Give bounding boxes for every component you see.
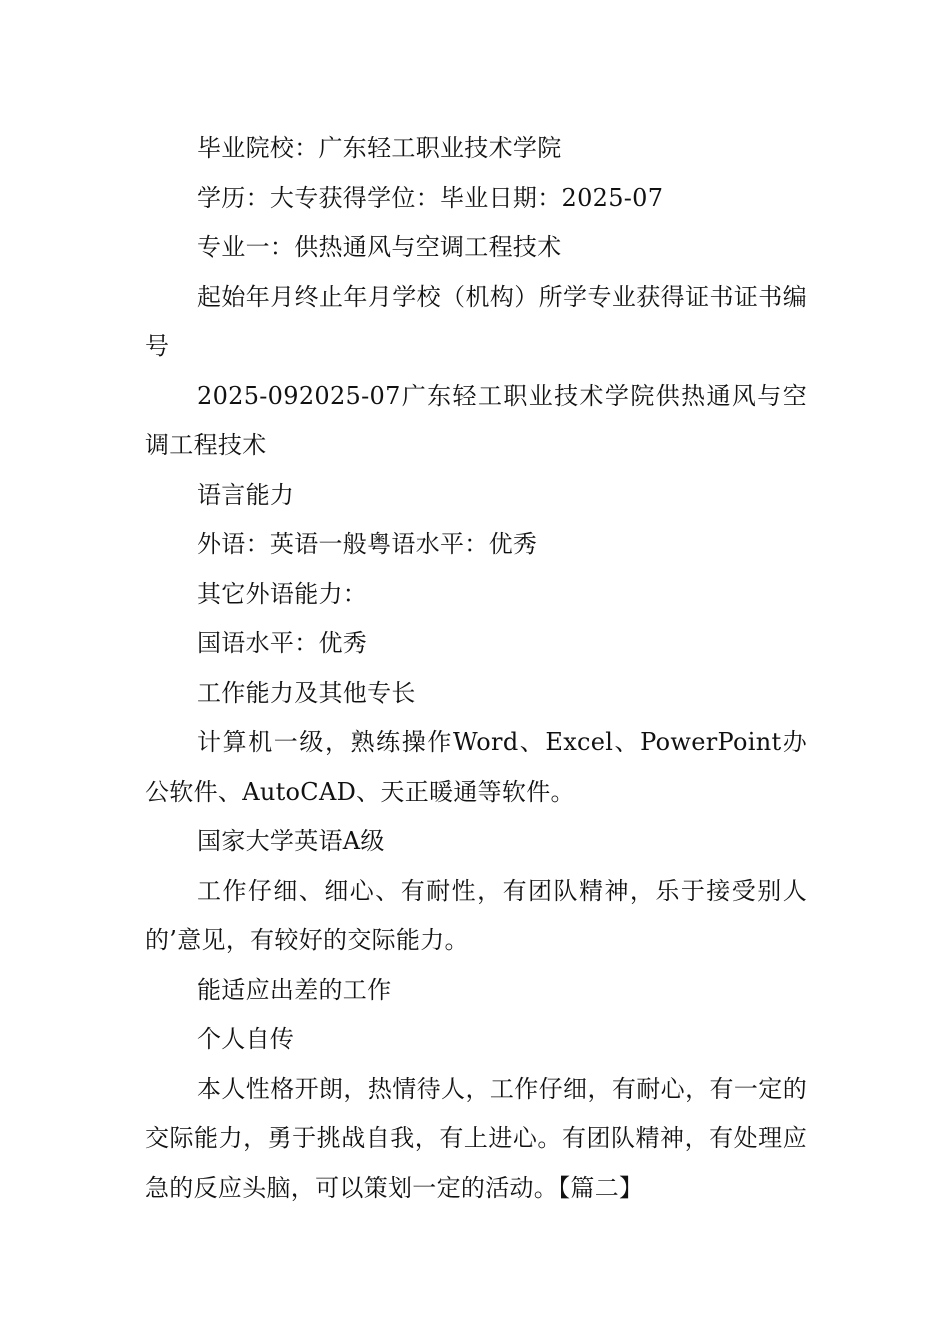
foreign-language-line: 外语：英语一般粤语水平：优秀 [197, 530, 538, 558]
section-heading-language: 语言能力 [197, 480, 295, 509]
other-language-line: 其它外语能力： [197, 579, 368, 608]
section-heading-skills: 工作能力及其他专长 [197, 678, 416, 707]
education-line: 学历：大专获得学位：毕业日期：2025-07 [197, 183, 664, 212]
education-table-header: 起始年月终止年月学校（机构）所学专业获得证书证书编号 [145, 282, 807, 360]
business-travel-line: 能适应出差的工作 [197, 975, 392, 1004]
document-page [145, 124, 807, 1213]
english-level-line: 国家大学英语A级 [197, 827, 385, 855]
section-heading-autobiography: 个人自传 [197, 1025, 295, 1053]
major-line: 专业一：供热通风与空调工程技术 [197, 233, 562, 261]
graduated-school-line: 毕业院校：广东轻工职业技术学院 [197, 134, 562, 162]
computer-skills-line: 计算机一级，熟练操作Word、Excel、PowerPoint办公软件、AutoCAD、天正暖通等软件。 [145, 728, 807, 806]
education-table-row: 2025-092025-07广东轻工职业技术学院供热通风与空调工程技术 [145, 381, 807, 459]
autobiography-paragraph: 本人性格开朗，热情待人，工作仔细，有耐心，有一定的交际能力，勇于挑战自我，有上进心。有团队精神，有处理应急的反应头脑，可以策划一定的活动。【篇二】 [145, 1074, 807, 1202]
work-attitude-line: 工作仔细、细心、有耐性，有团队精神，乐于接受别人的’意见，有较好的交际能力。 [145, 876, 807, 954]
mandarin-level-line: 国语水平：优秀 [197, 629, 368, 657]
